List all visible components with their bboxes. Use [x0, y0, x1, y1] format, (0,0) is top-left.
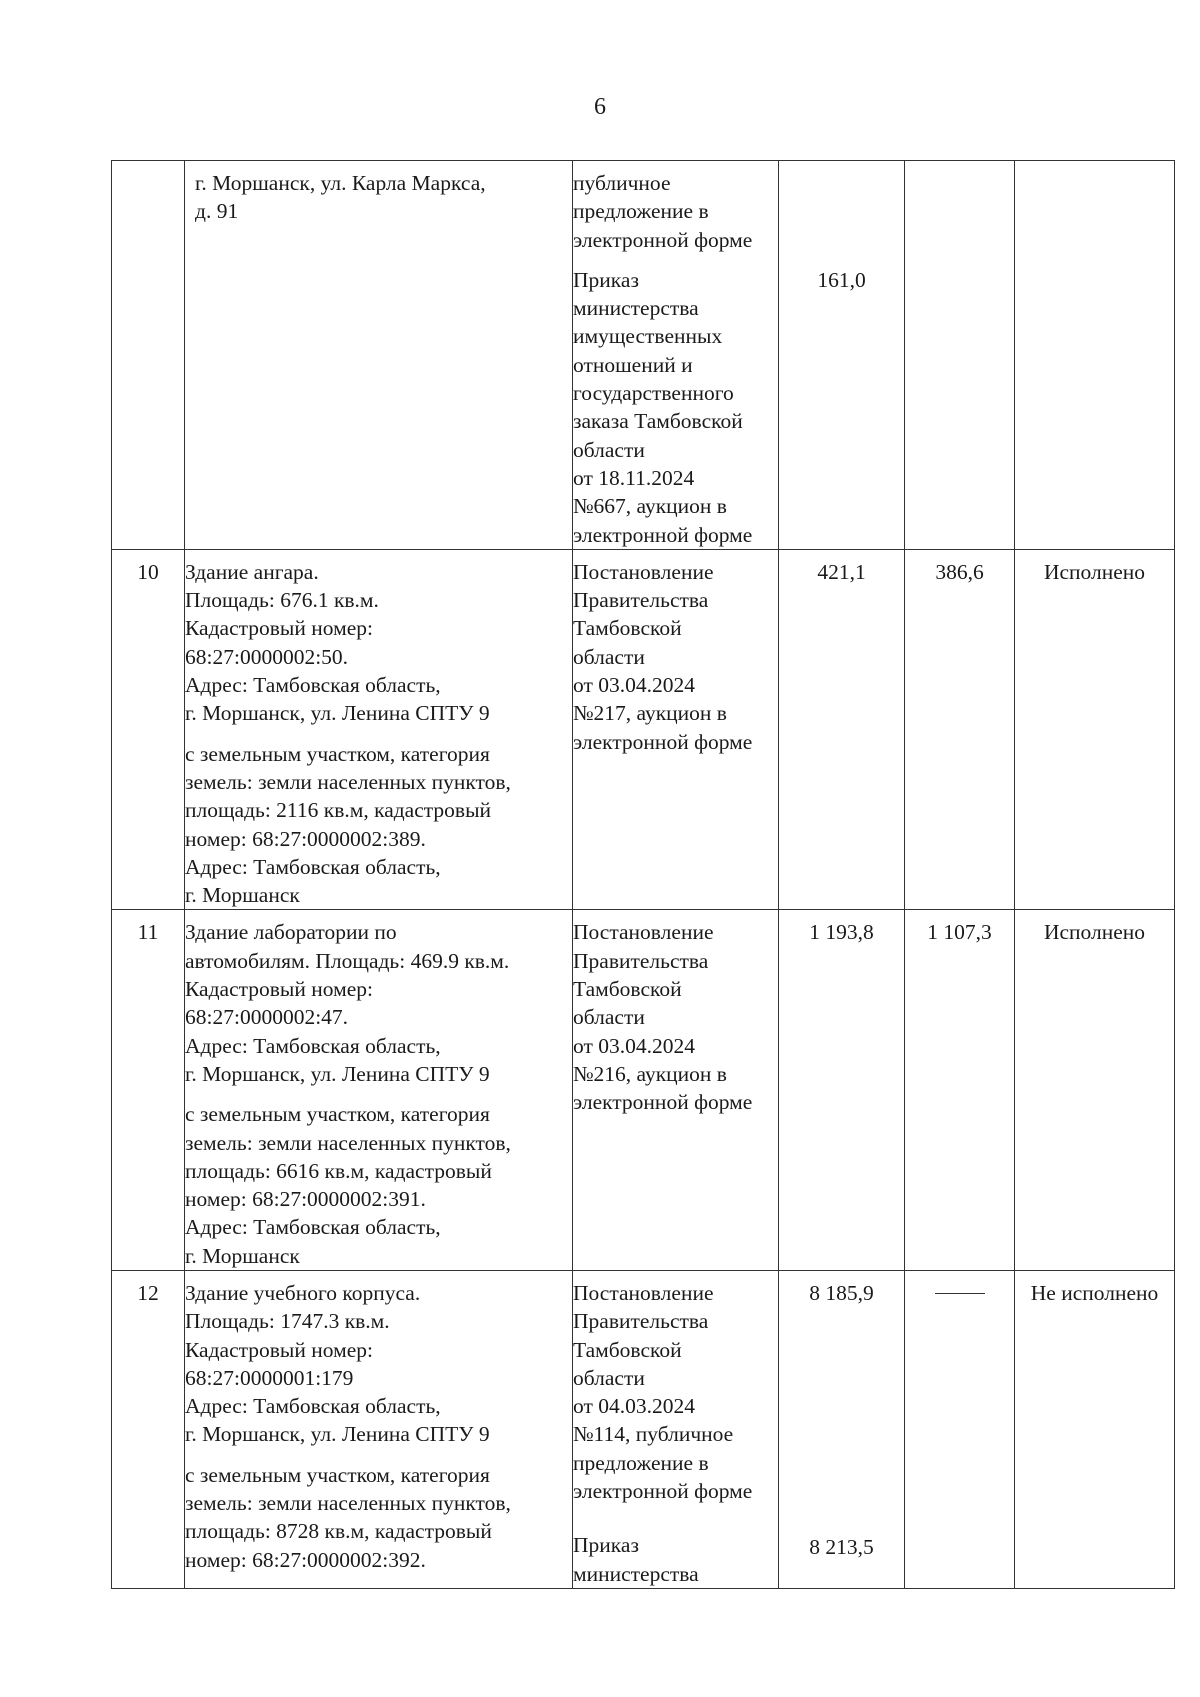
- empty-value-dash: [935, 1279, 985, 1294]
- result: Исполнено: [1015, 549, 1175, 910]
- initial-price: 8 185,9 8 213,5: [779, 1270, 905, 1588]
- legal-act: Постановление Правительства Тамбовской области от 03.04.2024 №217, аукцион в электронной форме: [573, 549, 779, 910]
- legal-act: Постановление Правительства Тамбовской области от 03.04.2024 №216, аукцион в электронной форме: [573, 910, 779, 1271]
- initial-price: 161,0: [779, 161, 905, 550]
- table-row: [112, 549, 1175, 910]
- initial-price: 1 193,8: [779, 910, 905, 1271]
- legal-act: публичное предложение в электронной форме Приказ министерства имущественных отношений и государственного заказа Тамбовской области от 18.11.2024 №667, аукцион в электронной форме: [573, 161, 779, 550]
- sale-price-empty: [905, 1270, 1015, 1588]
- row-number: [112, 161, 185, 550]
- sale-price: 1 107,3: [905, 910, 1015, 1271]
- table-row: [112, 1270, 1175, 1588]
- row-number: 11: [112, 910, 185, 1271]
- row-number: 12: [112, 1270, 185, 1588]
- page-number: 6: [594, 94, 606, 120]
- sale-price: 386,6: [905, 549, 1015, 910]
- row-number: 10: [112, 549, 185, 910]
- object-description: Здание лаборатории по автомобилям. Площадь: 469.9 кв.м. Кадастровый номер: 68:27:0000002:47. Адрес: Тамбовская область, г. Моршанск, ул. Ленина СПТУ 9 с земельным участком, категория земель: земли населенных пунктов, площадь: 6616 кв.м, кадастровый номер: 68:27:0000002:391. Адрес: Тамбовская область, г. Моршанск: [185, 910, 573, 1271]
- object-description: Здание ангара. Площадь: 676.1 кв.м. Кадастровый номер: 68:27:0000002:50. Адрес: Тамбовская область, г. Моршанск, ул. Ленина СПТУ 9 с земельным участком, категория земель: земли населенных пунктов, площадь: 2116 кв.м, кадастровый номер: 68:27:0000002:389. Адрес: Тамбовская область, г. Моршанск: [185, 549, 573, 910]
- result: [1015, 161, 1175, 550]
- result: Исполнено: [1015, 910, 1175, 1271]
- sale-price: [905, 161, 1015, 550]
- object-description: г. Моршанск, ул. Карла Маркса, д. 91: [185, 161, 573, 550]
- legal-act: Постановление Правительства Тамбовской области от 04.03.2024 №114, публичное предложение в электронной форме Приказ министерства: [573, 1270, 779, 1588]
- table-row: [112, 161, 1175, 550]
- privatization-table: [111, 160, 1175, 1589]
- table-row: [112, 910, 1175, 1271]
- initial-price: 421,1: [779, 549, 905, 910]
- object-description: Здание учебного корпуса. Площадь: 1747.3 кв.м. Кадастровый номер: 68:27:0000001:179 Адрес: Тамбовская область, г. Моршанск, ул. Ленина СПТУ 9 с земельным участком, категория земель: земли населенных пунктов, площадь: 8728 кв.м, кадастровый номер: 68:27:0000002:392.: [185, 1270, 573, 1588]
- result: Не исполнено: [1015, 1270, 1175, 1588]
